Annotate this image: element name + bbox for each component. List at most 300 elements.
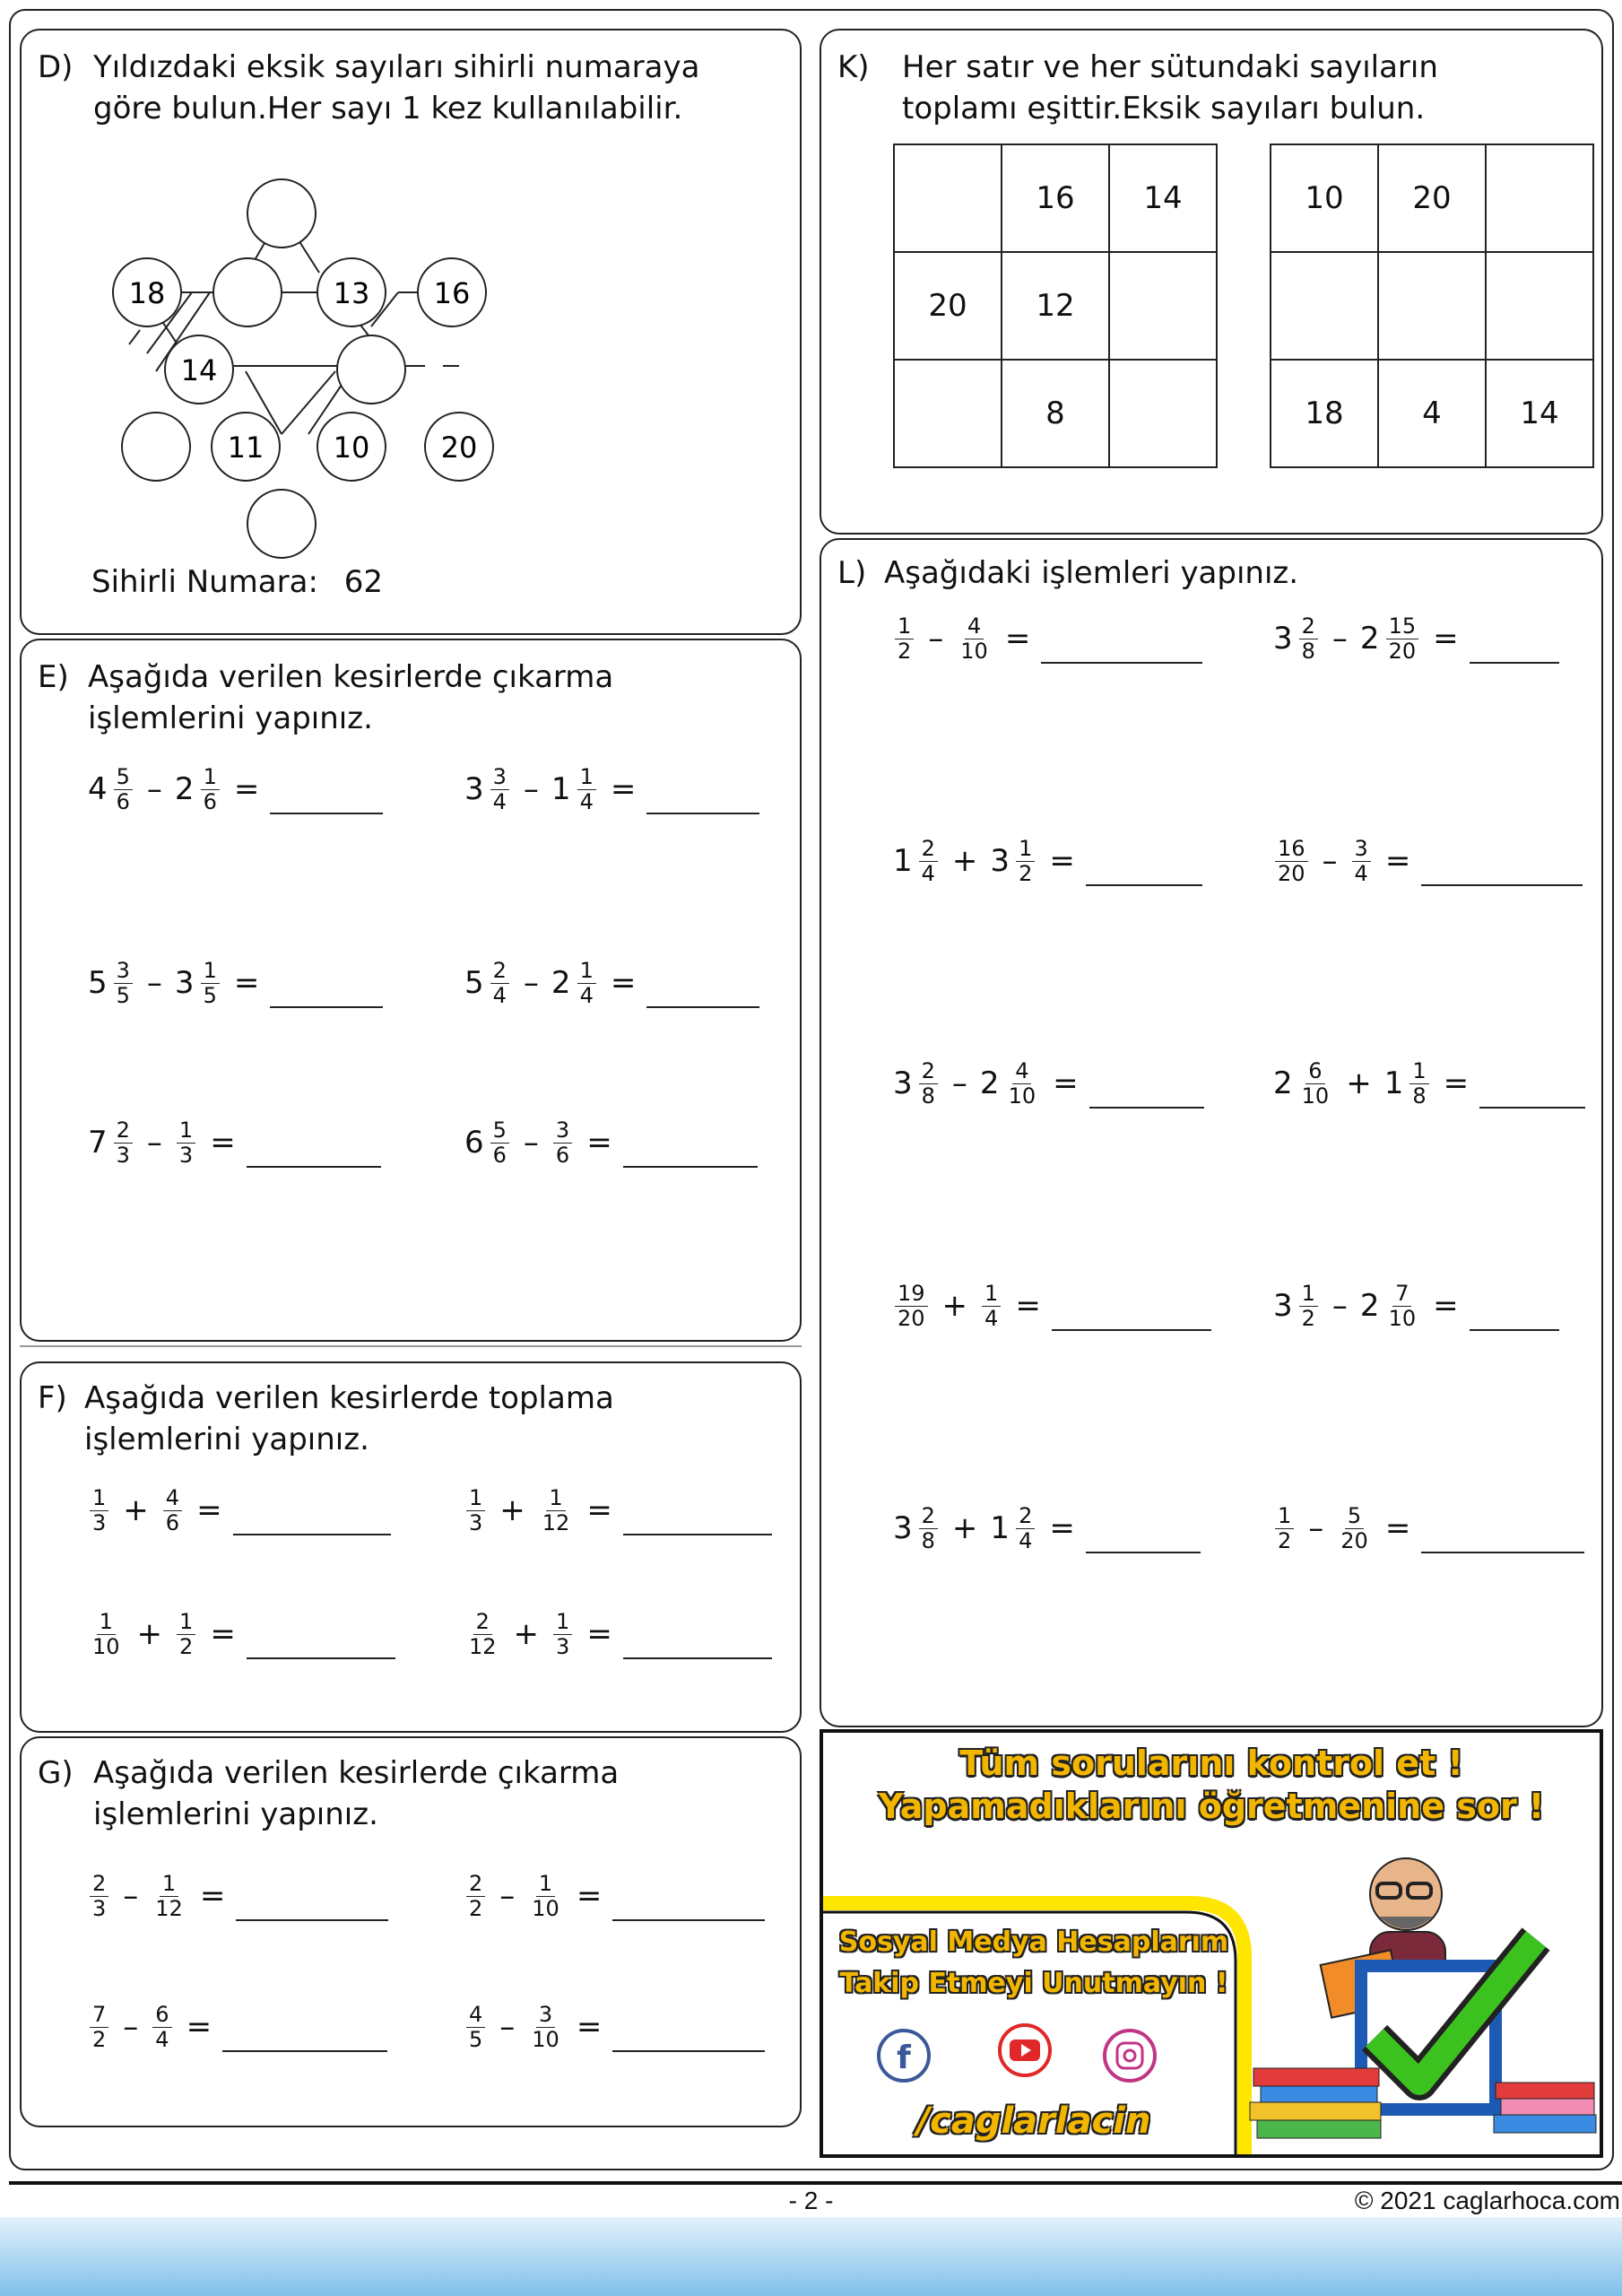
fraction — [90, 2003, 108, 2052]
social-line-1: Sosyal Medya Hesaplarım — [838, 1926, 1229, 1958]
fraction — [152, 2003, 171, 2052]
mixed-number — [464, 1486, 487, 1535]
equals-sign: = — [1443, 1065, 1470, 1101]
denominator: 4 — [492, 788, 507, 814]
page-number: - 2 - — [788, 2187, 834, 2214]
operator: – — [123, 2009, 139, 2045]
denominator: 3 — [116, 1142, 130, 1168]
mixed-number — [1360, 614, 1420, 664]
operator: – — [928, 621, 944, 657]
answer-blank[interactable] — [1470, 1299, 1559, 1331]
denominator: 4 — [984, 1305, 999, 1331]
fraction — [1016, 837, 1035, 886]
whole-part: 2 — [979, 1065, 1000, 1101]
answer-blank[interactable] — [1052, 1299, 1211, 1331]
answer-blank[interactable] — [236, 1889, 388, 1921]
star-node-value: 20 — [440, 430, 478, 465]
whole-part: 2 — [174, 771, 195, 807]
numerator: 19 — [895, 1282, 928, 1307]
numerator: 1 — [982, 1282, 1001, 1307]
mixed-number — [551, 959, 598, 1008]
equals-sign: = — [233, 965, 260, 1001]
numerator: 4 — [466, 2003, 485, 2028]
panel-l-instructions: Aşağıdaki işlemleri yapınız. — [884, 555, 1299, 591]
mixed-number — [1350, 837, 1373, 886]
fraction — [529, 2003, 562, 2052]
star-nodes — [113, 179, 493, 558]
grid2-cell — [1378, 252, 1486, 360]
grid1-cell: 20 — [894, 252, 1002, 360]
numerator: 7 — [90, 2003, 108, 2028]
exercise-l-10 — [1273, 1492, 1584, 1564]
denominator: 2 — [1278, 1527, 1292, 1553]
answer-blank[interactable] — [1086, 1521, 1201, 1553]
magic-number-row — [91, 561, 383, 603]
denominator: 8 — [921, 1083, 935, 1109]
star-node — [213, 258, 282, 326]
numerator: 3 — [1352, 837, 1371, 862]
grid2-cell — [1486, 252, 1593, 360]
equals-sign: = — [586, 1492, 612, 1528]
star-node-value: 16 — [433, 276, 471, 310]
numerator: 3 — [114, 959, 133, 984]
numerator: 4 — [965, 614, 984, 639]
exercise-l-7 — [893, 1270, 1211, 1342]
numerator: 1 — [1409, 1059, 1428, 1084]
youtube-icon[interactable] — [1000, 2025, 1050, 2075]
mixed-number — [538, 1486, 575, 1535]
fraction — [152, 1872, 186, 1921]
mixed-number — [161, 1486, 184, 1535]
equals-sign: = — [210, 1616, 236, 1652]
exercise-f-2 — [464, 1474, 772, 1546]
grid1-cell: 16 — [1002, 144, 1109, 252]
whole-part: 5 — [88, 965, 108, 1001]
operator: – — [146, 1125, 162, 1161]
numerator: 1 — [553, 1610, 572, 1635]
numerator: 6 — [152, 2003, 171, 2028]
magic-grid-1 — [893, 144, 1218, 468]
fraction — [90, 1486, 108, 1535]
numerator: 3 — [553, 1118, 572, 1144]
panel-e — [20, 639, 802, 1342]
numerator: 2 — [1299, 614, 1318, 639]
fraction — [1338, 1504, 1371, 1553]
banner-line-1: Tüm sorularını kontrol et ! — [959, 1744, 1463, 1783]
star-node — [247, 490, 316, 558]
equals-sign: = — [586, 1616, 612, 1652]
panel-g-letter: G) — [38, 1755, 74, 1791]
numerator: 1 — [177, 1610, 195, 1635]
exercise-e-1 — [88, 753, 383, 825]
operator: – — [523, 771, 539, 807]
answer-blank[interactable] — [222, 2020, 387, 2052]
operator: – — [146, 965, 162, 1001]
denominator: 6 — [492, 1142, 507, 1168]
star-node-value: 18 — [128, 276, 166, 310]
mixed-number — [464, 1610, 501, 1659]
denominator: 3 — [556, 1633, 570, 1659]
mixed-number — [551, 765, 598, 814]
panel-g-instructions: Aşağıda verilen kesirlerde çıkarma işlemlerini yapınız. — [93, 1755, 620, 1832]
answer-blank[interactable] — [233, 1503, 391, 1535]
fraction — [553, 1610, 572, 1659]
grid2-cell: 18 — [1271, 360, 1378, 467]
footer-rule — [9, 2181, 1622, 2185]
denominator: 6 — [555, 1142, 570, 1168]
fraction — [1016, 1504, 1035, 1553]
denominator: 8 — [921, 1527, 935, 1553]
equals-sign: = — [210, 1125, 236, 1161]
exercise-e-6 — [464, 1107, 758, 1178]
star-node-value: 14 — [180, 353, 218, 387]
answer-blank[interactable] — [247, 1135, 381, 1168]
denominator: 5 — [116, 982, 130, 1008]
mixed-number — [88, 1486, 110, 1535]
answer-blank[interactable] — [612, 1889, 765, 1921]
whole-part: 3 — [174, 965, 195, 1001]
numerator: 1 — [1016, 837, 1035, 862]
panel-g — [20, 1736, 802, 2127]
panel-e-title — [38, 657, 791, 746]
denominator: 10 — [532, 1895, 559, 1921]
fraction — [1275, 837, 1308, 886]
star-node-value: 13 — [333, 276, 370, 310]
equals-sign: = — [610, 771, 637, 807]
whole-part: 3 — [893, 1510, 913, 1546]
mixed-number — [464, 1872, 487, 1921]
grid1-cell — [894, 144, 1002, 252]
fraction — [90, 1872, 108, 1921]
denominator: 5 — [469, 2026, 483, 2052]
whole-part: 3 — [1273, 1288, 1293, 1324]
panel-k-title — [837, 47, 1591, 136]
grid1-cell: 14 — [1109, 144, 1217, 252]
numerator: 7 — [1392, 1282, 1411, 1307]
numerator: 1 — [577, 765, 596, 790]
mixed-number — [151, 1872, 187, 1921]
star-node-value: 10 — [333, 430, 370, 465]
exercise-e-3 — [88, 947, 383, 1019]
denominator: 4 — [492, 982, 507, 1008]
numerator: 1 — [546, 1486, 565, 1511]
operator: – — [523, 965, 539, 1001]
exercise-f-3 — [88, 1598, 395, 1670]
numerator: 4 — [163, 1486, 182, 1511]
equals-sign: = — [1384, 1510, 1411, 1546]
answer-blank[interactable] — [623, 1503, 772, 1535]
exercise-l-8 — [1273, 1270, 1559, 1342]
panel-f — [20, 1361, 802, 1733]
fraction — [114, 959, 133, 1008]
books-right-icon — [1487, 2065, 1603, 2154]
operator: + — [1346, 1065, 1372, 1101]
answer-blank[interactable] — [1479, 1076, 1585, 1109]
equals-sign: = — [233, 771, 260, 807]
answer-blank[interactable] — [623, 1627, 772, 1659]
fraction — [895, 1282, 928, 1331]
mixed-number — [151, 2003, 173, 2052]
facebook-icon[interactable] — [879, 2031, 929, 2081]
numerator: 6 — [1305, 1059, 1324, 1084]
numerator: 15 — [1386, 614, 1419, 639]
answer-blank[interactable] — [1421, 854, 1583, 886]
denominator: 4 — [155, 2026, 169, 2052]
answer-blank[interactable] — [1421, 1521, 1584, 1553]
answer-blank[interactable] — [1089, 1076, 1204, 1109]
fraction — [1409, 1059, 1428, 1109]
panel-f-letter: F) — [38, 1380, 67, 1416]
mixed-number — [175, 959, 221, 1008]
panel-l — [820, 538, 1603, 1727]
operator: + — [941, 1288, 968, 1324]
mixed-number — [893, 614, 915, 664]
fraction — [1299, 1282, 1318, 1331]
fraction — [177, 1610, 195, 1659]
denominator: 10 — [1008, 1083, 1037, 1109]
grid2-cell: 14 — [1486, 360, 1593, 467]
answer-blank[interactable] — [1041, 631, 1202, 664]
star-node — [337, 335, 405, 404]
whole-part: 1 — [990, 1510, 1010, 1546]
whole-part: 6 — [464, 1125, 484, 1161]
fraction — [114, 1118, 133, 1168]
answer-blank[interactable] — [270, 782, 383, 814]
numerator: 1 — [1275, 1504, 1294, 1529]
fraction — [1386, 1282, 1419, 1331]
fraction — [1299, 1059, 1332, 1109]
denominator: 6 — [203, 788, 217, 814]
numerator: 1 — [177, 1118, 195, 1144]
mixed-number — [893, 1059, 940, 1109]
answer-blank[interactable] — [623, 1135, 758, 1168]
fraction — [958, 614, 991, 664]
answer-blank[interactable] — [247, 1627, 395, 1659]
fraction — [553, 1118, 572, 1168]
numerator: 2 — [90, 1872, 108, 1897]
numerator: 16 — [1275, 837, 1308, 862]
answer-blank[interactable] — [646, 782, 759, 814]
fraction — [919, 1059, 938, 1109]
mixed-number — [464, 1118, 511, 1168]
fraction — [466, 1486, 485, 1535]
fraction — [466, 2003, 485, 2052]
numerator: 4 — [1012, 1059, 1031, 1084]
fraction — [201, 765, 220, 814]
social-handle: /caglarlacin — [916, 2100, 1151, 2142]
fraction — [529, 1872, 562, 1921]
operator: – — [523, 1125, 539, 1161]
whole-part: 1 — [893, 843, 913, 879]
panel-f-instructions: Aşağıda verilen kesirlerde toplama işlemlerini yapınız. — [84, 1380, 614, 1457]
answer-blank[interactable] — [646, 976, 759, 1008]
panel-d-instructions: Yıldızdaki eksik sayıları sihirli numaraya göre bulun.Her sayı 1 kez kullanılabilir. — [93, 49, 700, 126]
whole-part: 1 — [551, 771, 571, 807]
panel-e-letter: E) — [38, 659, 69, 695]
mixed-number — [527, 2003, 564, 2052]
numerator: 1 — [160, 1872, 178, 1897]
grid1-cell: 8 — [1002, 360, 1109, 467]
denominator: 12 — [469, 1633, 497, 1659]
grid2-cell — [1486, 144, 1593, 252]
answer-blank[interactable] — [1086, 854, 1202, 886]
denominator: 2 — [898, 638, 912, 664]
math-decoration-strip — [0, 2217, 1622, 2296]
fraction — [577, 959, 596, 1008]
exercise-f-1 — [88, 1474, 391, 1546]
numerator: 3 — [536, 2003, 555, 2028]
whole-part: 2 — [1359, 1288, 1380, 1324]
fraction — [490, 959, 509, 1008]
numerator: 1 — [90, 1486, 108, 1511]
fraction — [90, 1610, 123, 1659]
equals-sign: = — [199, 1878, 226, 1914]
operator: – — [1308, 1510, 1324, 1546]
answer-blank[interactable] — [270, 976, 383, 1008]
mixed-number — [88, 765, 134, 814]
exercise-e-5 — [88, 1107, 381, 1178]
mixed-number — [464, 959, 511, 1008]
numerator: 2 — [490, 959, 509, 984]
whole-part: 7 — [88, 1125, 108, 1161]
operator: + — [513, 1616, 540, 1652]
mixed-number — [990, 1504, 1037, 1553]
exercise-l-5 — [893, 1048, 1204, 1119]
whole-part: 5 — [464, 965, 484, 1001]
equals-sign: = — [576, 1878, 603, 1914]
denominator: 4 — [1354, 860, 1368, 886]
denominator: 3 — [178, 1142, 194, 1168]
numerator: 2 — [919, 1504, 938, 1529]
mixed-number — [1273, 837, 1310, 886]
mixed-number — [464, 2003, 487, 2052]
whole-part: 4 — [88, 771, 108, 807]
denominator: 10 — [1388, 1305, 1417, 1331]
mixed-number — [980, 1282, 1002, 1331]
magic-grid-2 — [1270, 144, 1594, 468]
magic-number-label: Sihirli Numara: — [91, 564, 318, 600]
numerator: 2 — [919, 1059, 938, 1084]
numerator: 2 — [466, 1872, 485, 1897]
exercise-l-9 — [893, 1492, 1201, 1564]
denominator: 4 — [921, 860, 935, 886]
numerator: 1 — [577, 959, 596, 984]
svg-text:f: f — [897, 2039, 911, 2076]
denominator: 3 — [469, 1509, 483, 1535]
denominator: 20 — [1340, 1527, 1368, 1553]
social-line-2: Takip Etmeyi Unutmayın ! — [839, 1968, 1228, 1999]
mixed-number — [990, 837, 1037, 886]
mixed-number — [175, 1610, 197, 1659]
panel-k-letter: K) — [837, 49, 870, 85]
exercise-g-3 — [88, 1991, 387, 2063]
numerator: 1 — [466, 1486, 485, 1511]
equals-sign: = — [1049, 1510, 1075, 1546]
panel-f-title — [38, 1378, 791, 1467]
answer-blank[interactable] — [1470, 631, 1559, 664]
grid2-cell: 10 — [1271, 144, 1378, 252]
exercise-f-4 — [464, 1598, 772, 1670]
equals-sign: = — [586, 1125, 612, 1161]
operator: – — [1331, 1288, 1348, 1324]
mixed-number — [956, 614, 993, 664]
star-lines — [129, 213, 459, 434]
grid1-cell — [1109, 252, 1217, 360]
denominator: 4 — [1019, 1527, 1033, 1553]
grid2-cell — [1271, 252, 1378, 360]
star-node — [122, 413, 190, 481]
denominator: 20 — [1388, 638, 1417, 664]
equals-sign: = — [1053, 1065, 1079, 1101]
books-left-icon — [1236, 2032, 1397, 2158]
numerator: 1 — [1299, 1282, 1318, 1307]
equals-sign: = — [1049, 843, 1075, 879]
exercise-l-6 — [1273, 1048, 1585, 1119]
fraction — [466, 1610, 499, 1659]
instagram-icon[interactable] — [1105, 2031, 1155, 2081]
mixed-number — [175, 1118, 197, 1168]
mixed-number — [893, 1282, 930, 1331]
fraction — [114, 765, 133, 814]
panel-d-letter: D) — [38, 49, 74, 85]
equals-sign: = — [1384, 843, 1411, 879]
mixed-number — [1273, 1059, 1333, 1109]
whole-part: 3 — [1273, 621, 1293, 657]
denominator: 10 — [960, 638, 988, 664]
operator: + — [499, 1492, 525, 1528]
star-node — [247, 179, 316, 248]
operator: – — [499, 2009, 516, 2045]
mixed-number — [1273, 1282, 1320, 1331]
exercise-l-3 — [893, 825, 1202, 897]
fraction — [919, 837, 938, 886]
numerator: 2 — [473, 1610, 492, 1635]
answer-blank[interactable] — [612, 2020, 765, 2052]
denominator: 10 — [532, 2026, 559, 2052]
operator: + — [136, 1616, 163, 1652]
mixed-number — [88, 1610, 125, 1659]
equals-sign: = — [1004, 621, 1031, 657]
denominator: 2 — [179, 1633, 194, 1659]
exercise-e-2 — [464, 753, 759, 825]
whole-part: 2 — [551, 965, 571, 1001]
mixed-number — [527, 1872, 564, 1921]
panel-d — [20, 29, 802, 635]
panel-d-title — [38, 47, 791, 136]
denominator: 12 — [155, 1895, 183, 1921]
mixed-number — [893, 837, 940, 886]
mixed-number — [1384, 1059, 1431, 1109]
exercise-g-2 — [464, 1860, 765, 1932]
exercise-g-1 — [88, 1860, 388, 1932]
equals-sign: = — [576, 2009, 603, 2045]
exercise-l-1 — [893, 603, 1202, 674]
grid1-cell — [1109, 360, 1217, 467]
operator: + — [951, 843, 978, 879]
numerator: 5 — [114, 765, 133, 790]
denominator: 8 — [1412, 1083, 1427, 1109]
denominator: 3 — [92, 1895, 107, 1921]
fraction — [1352, 837, 1371, 886]
denominator: 10 — [92, 1633, 120, 1659]
mixed-number — [88, 1872, 110, 1921]
mixed-number — [88, 959, 134, 1008]
fraction — [201, 959, 220, 1008]
numerator: 5 — [490, 1118, 509, 1144]
panel-k-instructions: Her satır ve her sütundaki sayıların toplamı eşittir.Eksik sayıları bulun. — [902, 49, 1438, 126]
fraction — [1275, 1504, 1294, 1553]
equals-sign: = — [610, 965, 637, 1001]
